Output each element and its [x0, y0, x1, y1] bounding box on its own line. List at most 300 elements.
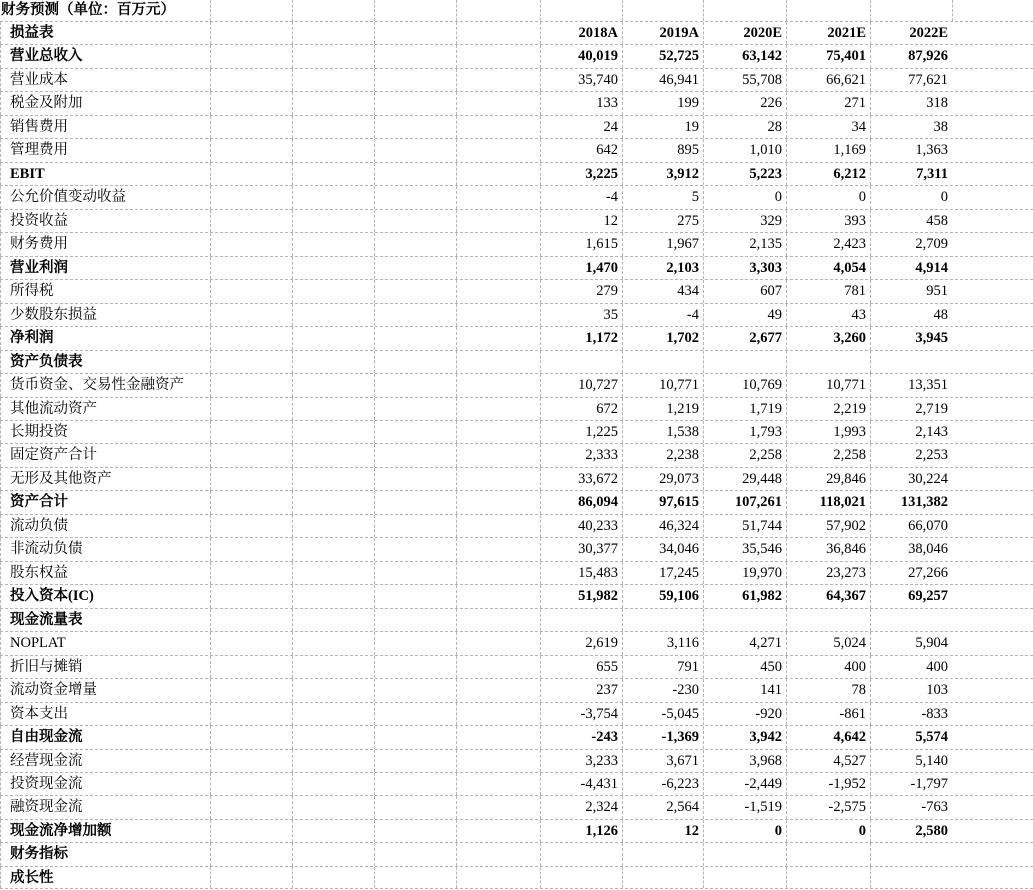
value-cell[interactable]	[703, 609, 786, 631]
empty-cell[interactable]	[456, 304, 540, 326]
value-cell[interactable]: 237	[540, 679, 622, 701]
empty-cell[interactable]	[292, 703, 374, 725]
empty-cell[interactable]	[210, 374, 292, 396]
row-label[interactable]: 折旧与摊销	[0, 656, 210, 678]
empty-cell[interactable]	[292, 210, 374, 232]
empty-cell[interactable]	[210, 703, 292, 725]
empty-cell[interactable]	[292, 186, 374, 208]
empty-cell[interactable]	[456, 562, 540, 584]
empty-cell[interactable]	[374, 726, 456, 748]
value-cell[interactable]: 19,970	[703, 562, 786, 584]
value-cell[interactable]	[703, 351, 786, 373]
value-cell[interactable]: 0	[703, 186, 786, 208]
row-label[interactable]: 税金及附加	[0, 92, 210, 114]
value-cell[interactable]: 2,258	[786, 444, 870, 466]
empty-cell[interactable]	[292, 726, 374, 748]
empty-cell[interactable]	[292, 632, 374, 654]
empty-cell[interactable]	[292, 22, 374, 44]
empty-cell[interactable]	[374, 398, 456, 420]
value-cell[interactable]: 1,793	[703, 421, 786, 443]
value-cell[interactable]: 46,324	[622, 515, 703, 537]
empty-cell[interactable]	[456, 257, 540, 279]
empty-cell[interactable]	[374, 703, 456, 725]
empty-cell[interactable]	[292, 538, 374, 560]
empty-cell[interactable]	[210, 750, 292, 772]
row-label[interactable]: 净利润	[0, 327, 210, 349]
empty-cell[interactable]	[374, 656, 456, 678]
value-cell[interactable]: 1,719	[703, 398, 786, 420]
value-cell[interactable]: -1,519	[703, 796, 786, 818]
value-cell[interactable]: 2,143	[870, 421, 952, 443]
empty-cell[interactable]	[456, 22, 540, 44]
value-cell[interactable]: 2,135	[703, 233, 786, 255]
empty-cell[interactable]	[292, 45, 374, 67]
empty-cell[interactable]	[210, 304, 292, 326]
value-cell[interactable]: 3,945	[870, 327, 952, 349]
value-cell[interactable]: 34	[786, 116, 870, 138]
empty-cell[interactable]	[210, 468, 292, 490]
empty-cell[interactable]	[456, 679, 540, 701]
empty-cell[interactable]	[456, 703, 540, 725]
empty-cell[interactable]	[374, 867, 456, 888]
empty-cell[interactable]	[374, 421, 456, 443]
value-cell[interactable]: 49	[703, 304, 786, 326]
empty-cell[interactable]	[374, 163, 456, 185]
empty-cell[interactable]	[210, 257, 292, 279]
value-cell[interactable]: 4,914	[870, 257, 952, 279]
empty-cell[interactable]	[292, 491, 374, 513]
empty-cell[interactable]	[210, 398, 292, 420]
empty-cell[interactable]	[292, 843, 374, 865]
value-cell[interactable]: -243	[540, 726, 622, 748]
value-cell[interactable]: 133	[540, 92, 622, 114]
empty-cell[interactable]	[292, 585, 374, 607]
value-cell[interactable]: -2,575	[786, 796, 870, 818]
empty-cell[interactable]	[456, 726, 540, 748]
empty-cell[interactable]	[210, 210, 292, 232]
empty-cell[interactable]	[292, 656, 374, 678]
value-cell[interactable]: 3,968	[703, 750, 786, 772]
empty-cell[interactable]	[456, 398, 540, 420]
value-cell[interactable]: 12	[540, 210, 622, 232]
value-cell[interactable]: 64,367	[786, 585, 870, 607]
value-cell[interactable]	[540, 609, 622, 631]
empty-cell[interactable]	[292, 773, 374, 795]
empty-cell[interactable]	[374, 468, 456, 490]
value-cell[interactable]: 69,257	[870, 585, 952, 607]
value-cell[interactable]: 275	[622, 210, 703, 232]
empty-cell[interactable]	[210, 562, 292, 584]
empty-cell[interactable]	[374, 820, 456, 842]
empty-cell[interactable]	[210, 491, 292, 513]
empty-cell[interactable]	[456, 585, 540, 607]
empty-cell[interactable]	[210, 538, 292, 560]
empty-cell[interactable]	[292, 304, 374, 326]
empty-cell[interactable]	[210, 609, 292, 631]
empty-cell[interactable]	[292, 562, 374, 584]
value-cell[interactable]: 57,902	[786, 515, 870, 537]
value-cell[interactable]: 51,744	[703, 515, 786, 537]
value-cell[interactable]: 48	[870, 304, 952, 326]
value-cell[interactable]: 7,311	[870, 163, 952, 185]
empty-cell[interactable]	[210, 280, 292, 302]
value-cell[interactable]: -763	[870, 796, 952, 818]
value-cell[interactable]: 61,982	[703, 585, 786, 607]
value-cell[interactable]: 33,672	[540, 468, 622, 490]
value-cell[interactable]: 51,982	[540, 585, 622, 607]
empty-cell[interactable]	[456, 280, 540, 302]
value-cell[interactable]: 226	[703, 92, 786, 114]
value-cell[interactable]: 279	[540, 280, 622, 302]
value-cell[interactable]: 3,225	[540, 163, 622, 185]
empty-cell[interactable]	[210, 773, 292, 795]
value-cell[interactable]: 131,382	[870, 491, 952, 513]
row-label[interactable]: 非流动负债	[0, 538, 210, 560]
value-cell[interactable]	[870, 609, 952, 631]
row-label[interactable]: 现金流净增加额	[0, 820, 210, 842]
value-cell[interactable]: 10,769	[703, 374, 786, 396]
value-cell[interactable]: 458	[870, 210, 952, 232]
empty-cell[interactable]	[374, 257, 456, 279]
value-cell[interactable]: 4,642	[786, 726, 870, 748]
empty-cell[interactable]	[292, 468, 374, 490]
value-cell[interactable]: 40,019	[540, 45, 622, 67]
value-cell[interactable]: 63,142	[703, 45, 786, 67]
value-cell[interactable]: 1,615	[540, 233, 622, 255]
value-cell[interactable]: 55,708	[703, 69, 786, 91]
empty-cell[interactable]	[374, 538, 456, 560]
value-cell[interactable]: 3,671	[622, 750, 703, 772]
empty-cell[interactable]	[456, 45, 540, 67]
empty-cell[interactable]	[292, 374, 374, 396]
empty-cell[interactable]	[292, 139, 374, 161]
empty-cell[interactable]	[210, 679, 292, 701]
empty-cell[interactable]	[374, 210, 456, 232]
empty-cell[interactable]	[292, 233, 374, 255]
value-cell[interactable]: 38,046	[870, 538, 952, 560]
value-cell[interactable]: -4,431	[540, 773, 622, 795]
value-cell[interactable]: 19	[622, 116, 703, 138]
row-label[interactable]: 货币资金、交易性金融资产	[0, 374, 210, 396]
value-cell[interactable]: 2,619	[540, 632, 622, 654]
value-cell[interactable]: 393	[786, 210, 870, 232]
value-cell[interactable]: 1,538	[622, 421, 703, 443]
row-label[interactable]: 营业利润	[0, 257, 210, 279]
value-cell[interactable]: 59,106	[622, 585, 703, 607]
row-label[interactable]: 融资现金流	[0, 796, 210, 818]
empty-cell[interactable]	[292, 280, 374, 302]
empty-cell[interactable]	[210, 45, 292, 67]
empty-cell[interactable]	[292, 257, 374, 279]
value-cell[interactable]: 0	[703, 820, 786, 842]
value-cell[interactable]: 10,771	[786, 374, 870, 396]
value-cell[interactable]: -230	[622, 679, 703, 701]
value-cell[interactable]: 434	[622, 280, 703, 302]
value-cell[interactable]: 1,126	[540, 820, 622, 842]
empty-cell[interactable]	[292, 351, 374, 373]
value-cell[interactable]: 12	[622, 820, 703, 842]
row-label[interactable]: 自由现金流	[0, 726, 210, 748]
value-cell[interactable]: 655	[540, 656, 622, 678]
value-cell[interactable]: -6,223	[622, 773, 703, 795]
value-cell[interactable]: 1,967	[622, 233, 703, 255]
value-cell[interactable]: 86,094	[540, 491, 622, 513]
empty-cell[interactable]	[374, 750, 456, 772]
empty-cell[interactable]	[210, 351, 292, 373]
row-label[interactable]: 资产负债表	[0, 351, 210, 373]
value-cell[interactable]: 1,993	[786, 421, 870, 443]
value-cell[interactable]: 3,912	[622, 163, 703, 185]
value-cell[interactable]	[703, 843, 786, 865]
row-label[interactable]: 公允价值变动收益	[0, 186, 210, 208]
value-cell[interactable]: 3,942	[703, 726, 786, 748]
value-cell[interactable]: 1,702	[622, 327, 703, 349]
value-cell[interactable]: 4,271	[703, 632, 786, 654]
row-label[interactable]: 投资现金流	[0, 773, 210, 795]
row-label[interactable]: 成长性	[0, 867, 210, 888]
empty-cell[interactable]	[374, 679, 456, 701]
empty-cell[interactable]	[456, 796, 540, 818]
empty-cell[interactable]	[210, 116, 292, 138]
value-cell[interactable]: 2,238	[622, 444, 703, 466]
value-cell[interactable]	[540, 843, 622, 865]
empty-cell[interactable]	[456, 609, 540, 631]
year-header-cell[interactable]: 2022E	[870, 22, 952, 44]
empty-cell[interactable]	[456, 656, 540, 678]
value-cell[interactable]: 1,172	[540, 327, 622, 349]
empty-cell[interactable]	[210, 233, 292, 255]
value-cell[interactable]: 35,546	[703, 538, 786, 560]
empty-cell[interactable]	[210, 632, 292, 654]
empty-cell[interactable]	[456, 538, 540, 560]
row-label[interactable]: 投入资本(IC)	[0, 585, 210, 607]
value-cell[interactable]: 2,324	[540, 796, 622, 818]
empty-cell[interactable]	[210, 327, 292, 349]
value-cell[interactable]: 781	[786, 280, 870, 302]
value-cell[interactable]: 329	[703, 210, 786, 232]
empty-cell[interactable]	[374, 69, 456, 91]
empty-cell[interactable]	[456, 210, 540, 232]
value-cell[interactable]	[786, 867, 870, 888]
row-label[interactable]: 财务指标	[0, 843, 210, 865]
empty-cell[interactable]	[292, 796, 374, 818]
empty-cell[interactable]	[210, 867, 292, 888]
value-cell[interactable]: 38	[870, 116, 952, 138]
empty-cell[interactable]	[456, 843, 540, 865]
empty-cell[interactable]	[374, 92, 456, 114]
value-cell[interactable]: 3,233	[540, 750, 622, 772]
empty-cell[interactable]	[374, 45, 456, 67]
row-label[interactable]: 所得税	[0, 280, 210, 302]
row-label[interactable]: 投资收益	[0, 210, 210, 232]
value-cell[interactable]: 2,719	[870, 398, 952, 420]
empty-cell[interactable]	[456, 92, 540, 114]
value-cell[interactable]	[786, 843, 870, 865]
row-label[interactable]: 管理费用	[0, 139, 210, 161]
empty-cell[interactable]	[374, 444, 456, 466]
row-label[interactable]: 无形及其他资产	[0, 468, 210, 490]
value-cell[interactable]	[786, 351, 870, 373]
value-cell[interactable]	[622, 843, 703, 865]
row-label[interactable]: 少数股东损益	[0, 304, 210, 326]
row-label[interactable]: 销售费用	[0, 116, 210, 138]
value-cell[interactable]	[703, 867, 786, 888]
empty-cell[interactable]	[292, 92, 374, 114]
empty-cell[interactable]	[456, 351, 540, 373]
value-cell[interactable]: 15,483	[540, 562, 622, 584]
value-cell[interactable]: 66,621	[786, 69, 870, 91]
value-cell[interactable]: 36,846	[786, 538, 870, 560]
value-cell[interactable]: 23,273	[786, 562, 870, 584]
empty-cell[interactable]	[210, 92, 292, 114]
row-label[interactable]: NOPLAT	[0, 632, 210, 654]
value-cell[interactable]: 607	[703, 280, 786, 302]
value-cell[interactable]: 2,333	[540, 444, 622, 466]
value-cell[interactable]: 40,233	[540, 515, 622, 537]
empty-cell[interactable]	[292, 444, 374, 466]
empty-cell[interactable]	[374, 233, 456, 255]
value-cell[interactable]: 17,245	[622, 562, 703, 584]
value-cell[interactable]: -4	[622, 304, 703, 326]
value-cell[interactable]: 400	[786, 656, 870, 678]
value-cell[interactable]	[622, 867, 703, 888]
empty-cell[interactable]	[374, 609, 456, 631]
year-header-cell[interactable]: 2018A	[540, 22, 622, 44]
value-cell[interactable]: 1,225	[540, 421, 622, 443]
value-cell[interactable]: 87,926	[870, 45, 952, 67]
value-cell[interactable]: 672	[540, 398, 622, 420]
value-cell[interactable]: 24	[540, 116, 622, 138]
value-cell[interactable]: -2,449	[703, 773, 786, 795]
empty-cell[interactable]	[210, 69, 292, 91]
row-label[interactable]: 现金流量表	[0, 609, 210, 631]
value-cell[interactable]: 75,401	[786, 45, 870, 67]
value-cell[interactable]: 1,169	[786, 139, 870, 161]
empty-cell[interactable]	[374, 491, 456, 513]
value-cell[interactable]: 29,073	[622, 468, 703, 490]
value-cell[interactable]: 895	[622, 139, 703, 161]
empty-cell[interactable]	[210, 656, 292, 678]
value-cell[interactable]: 141	[703, 679, 786, 701]
value-cell[interactable]: 6,212	[786, 163, 870, 185]
value-cell[interactable]: 199	[622, 92, 703, 114]
value-cell[interactable]: 103	[870, 679, 952, 701]
value-cell[interactable]: -4	[540, 186, 622, 208]
value-cell[interactable]	[786, 609, 870, 631]
empty-cell[interactable]	[456, 186, 540, 208]
value-cell[interactable]: 107,261	[703, 491, 786, 513]
value-cell[interactable]: 52,725	[622, 45, 703, 67]
empty-cell[interactable]	[210, 163, 292, 185]
empty-cell[interactable]	[210, 820, 292, 842]
empty-cell[interactable]	[210, 796, 292, 818]
empty-cell[interactable]	[456, 233, 540, 255]
row-label[interactable]: 营业成本	[0, 69, 210, 91]
row-label[interactable]: 流动负债	[0, 515, 210, 537]
value-cell[interactable]: 30,377	[540, 538, 622, 560]
empty-cell[interactable]	[210, 726, 292, 748]
value-cell[interactable]: 2,677	[703, 327, 786, 349]
value-cell[interactable]: 642	[540, 139, 622, 161]
empty-cell[interactable]	[210, 139, 292, 161]
empty-cell[interactable]	[456, 632, 540, 654]
row-label[interactable]: 股东权益	[0, 562, 210, 584]
empty-cell[interactable]	[456, 867, 540, 888]
row-label[interactable]: 资本支出	[0, 703, 210, 725]
row-label[interactable]: 经营现金流	[0, 750, 210, 772]
value-cell[interactable]: 0	[870, 186, 952, 208]
empty-cell[interactable]	[456, 773, 540, 795]
empty-cell[interactable]	[456, 820, 540, 842]
value-cell[interactable]: 2,253	[870, 444, 952, 466]
empty-cell[interactable]	[374, 515, 456, 537]
value-cell[interactable]: 29,448	[703, 468, 786, 490]
value-cell[interactable]: 46,941	[622, 69, 703, 91]
empty-cell[interactable]	[292, 609, 374, 631]
value-cell[interactable]	[622, 351, 703, 373]
empty-cell[interactable]	[456, 444, 540, 466]
value-cell[interactable]: 3,303	[703, 257, 786, 279]
value-cell[interactable]	[540, 867, 622, 888]
row-label[interactable]: 其他流动资产	[0, 398, 210, 420]
value-cell[interactable]: -920	[703, 703, 786, 725]
empty-cell[interactable]	[456, 515, 540, 537]
value-cell[interactable]: 1,219	[622, 398, 703, 420]
row-label[interactable]: EBIT	[0, 163, 210, 185]
value-cell[interactable]: 2,580	[870, 820, 952, 842]
value-cell[interactable]: 77,621	[870, 69, 952, 91]
value-cell[interactable]: -1,369	[622, 726, 703, 748]
empty-cell[interactable]	[374, 632, 456, 654]
value-cell[interactable]: 118,021	[786, 491, 870, 513]
value-cell[interactable]: 34,046	[622, 538, 703, 560]
value-cell[interactable]	[622, 609, 703, 631]
value-cell[interactable]: -1,952	[786, 773, 870, 795]
value-cell[interactable]: 5,904	[870, 632, 952, 654]
empty-cell[interactable]	[374, 351, 456, 373]
value-cell[interactable]: 66,070	[870, 515, 952, 537]
empty-cell[interactable]	[456, 468, 540, 490]
value-cell[interactable]: 271	[786, 92, 870, 114]
empty-cell[interactable]	[374, 796, 456, 818]
value-cell[interactable]: -1,797	[870, 773, 952, 795]
value-cell[interactable]: 4,054	[786, 257, 870, 279]
empty-cell[interactable]	[210, 585, 292, 607]
empty-cell[interactable]	[292, 69, 374, 91]
value-cell[interactable]: 0	[786, 186, 870, 208]
value-cell[interactable]: 2,219	[786, 398, 870, 420]
empty-cell[interactable]	[210, 843, 292, 865]
value-cell[interactable]: 2,103	[622, 257, 703, 279]
value-cell[interactable]: -5,045	[622, 703, 703, 725]
value-cell[interactable]: 5,574	[870, 726, 952, 748]
row-label[interactable]: 资产合计	[0, 491, 210, 513]
value-cell[interactable]: 35	[540, 304, 622, 326]
row-label[interactable]: 财务费用	[0, 233, 210, 255]
empty-cell[interactable]	[456, 491, 540, 513]
empty-cell[interactable]	[374, 585, 456, 607]
empty-cell[interactable]	[456, 374, 540, 396]
value-cell[interactable]: 28	[703, 116, 786, 138]
empty-cell[interactable]	[456, 139, 540, 161]
value-cell[interactable]: 2,564	[622, 796, 703, 818]
value-cell[interactable]: 35,740	[540, 69, 622, 91]
empty-cell[interactable]	[210, 22, 292, 44]
empty-cell[interactable]	[210, 515, 292, 537]
value-cell[interactable]: 5,140	[870, 750, 952, 772]
value-cell[interactable]: 1,010	[703, 139, 786, 161]
value-cell[interactable]: 78	[786, 679, 870, 701]
